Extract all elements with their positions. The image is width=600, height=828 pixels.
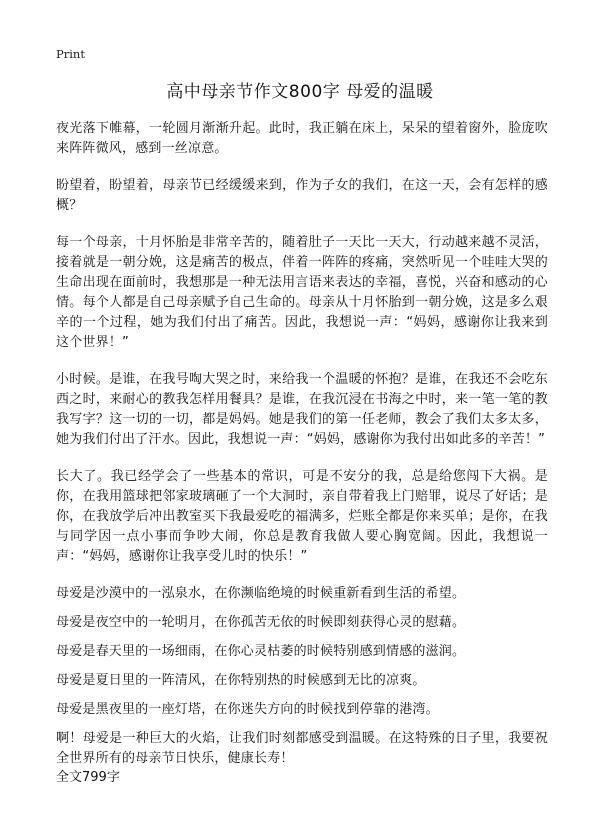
paragraph-3: 每一个母亲，十月怀胎是非常辛苦的，随着肚子一天比一天大，行动越来越不灵活，接着就是一朝分娩，这是痛苦的极点，伴着一阵阵的疼痛，突然听见一个哇哇大哭的生命出现在面前时，我想那是一种无法用言语来表达的幸福，喜悦，兴奋和感动的心情。每个人都是自己母亲赋予自己生命的。母亲从十月怀胎到一朝分娩，这是多么艰辛的一个过程，她为我们付出了痛苦。因此，我想说一声：“妈妈，感谢你让我来到这个世界！” — [56, 235, 548, 350]
paragraph-7: 母爱是夜空中的一轮明月，在你孤苦无依的时候即刻获得心灵的慰藉。 — [56, 615, 466, 630]
print-link[interactable]: Print — [56, 47, 85, 61]
paragraph-1: 夜光落下帷幕，一轮圆月渐渐升起。此时，我正躺在床上，呆呆的望着窗外，脸庞吹来阵阵微风，感到一丝凉意。 — [56, 121, 548, 156]
paragraph-8: 母爱是春天里的一场细雨，在你心灵枯萎的时候特别感到情感的滋润。 — [56, 644, 466, 659]
paragraph-9: 母爱是夏日里的一阵清风，在你特别热的时候感到无比的凉爽。 — [56, 673, 426, 688]
paragraph-2: 盼望着，盼望着，母亲节已经缓缓来到，作为子女的我们，在这一天，会有怎样的感概？ — [56, 178, 548, 213]
article-body — [56, 119, 548, 786]
paragraph-10: 母爱是黑夜里的一座灯塔，在你迷失方向的时候找到停靠的港湾。 — [56, 702, 439, 717]
paragraph-11: 啊！母爱是一种巨大的火焰，让我们时刻都感受到温暖。在这特殊的日子里，我要祝全世界所有的母亲节日快乐，健康长寿！ — [56, 731, 548, 766]
word-count: 全文799字 — [56, 770, 120, 785]
paragraph-5: 长大了。我已经学会了一些基本的常识，可是不安分的我，总是给您闯下大祸。是你，在我用篮球把邻家玻璃砸了一个大洞时，亲自带着我上门赔罪，说尽了好话；是你，在我放学后冲出教室买下我最爱吃的福满多，烂账全都是你来买单；是你，在我与同学因一点小事而争吵大闹，你总是教育我做人要心胸宽阔。因此，我想说一声：“妈妈，感谢你让我享受儿时的快乐！” — [56, 469, 548, 564]
paragraph-4: 小时候。是谁，在我号啕大哭之时，来给我一个温暖的怀抱？是谁，在我还不会吃东西之时，来耐心的教我怎样用餐具？是谁，在我沉浸在书海之中时，来一笔一笔的教我写字？这一切的一切，都是妈妈。她是我们的第一任老师，教会了我们太多太多，她为我们付出了汗水。因此，我想说一声：“妈妈，感谢你为我付出如此多的辛苦！” — [56, 372, 548, 447]
page-title: 高中母亲节作文800字 母爱的温暖 — [166, 82, 434, 102]
paragraph-6: 母爱是沙漠中的一泓泉水，在你濒临绝境的时候重新看到生活的希望。 — [56, 586, 466, 601]
